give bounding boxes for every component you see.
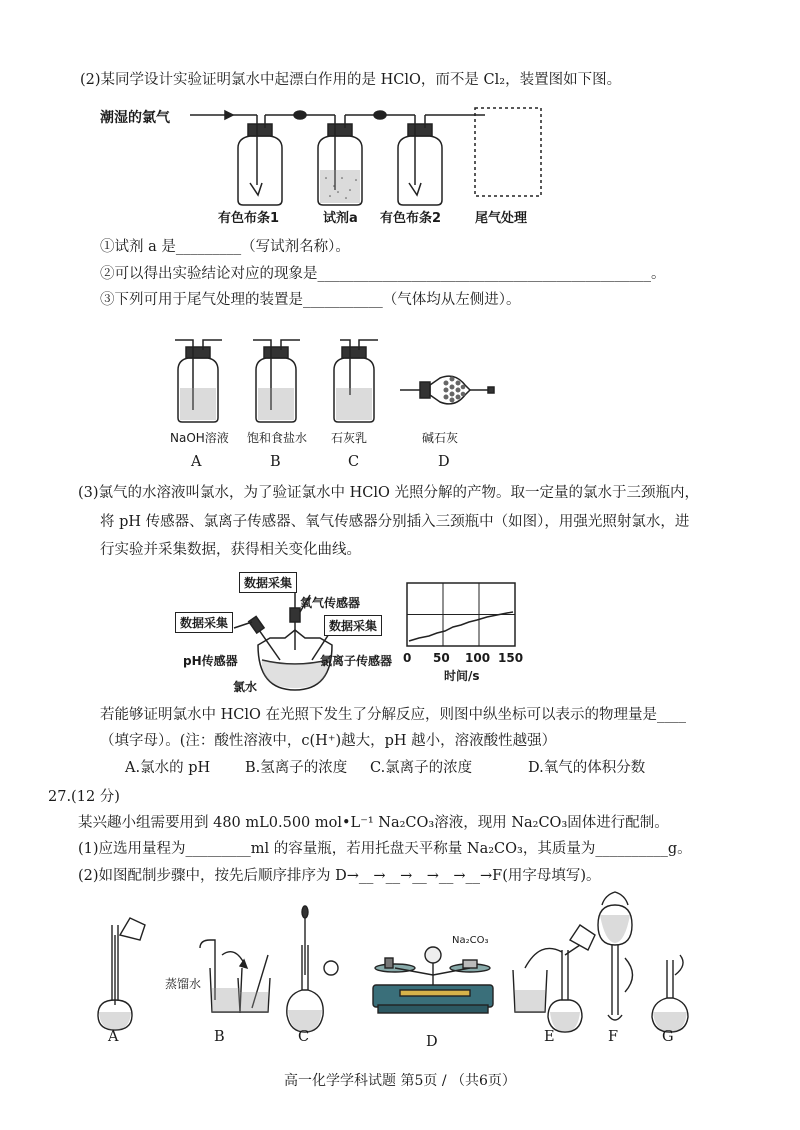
data-box-top: 数据采集 [239,572,297,593]
q27-sub2: (2)如图配制步骤中，按先后顺序排序为 D→__→__→__→__→__→F(用字母填写)。 [78,868,601,884]
choice-c: C.氯离子的浓度 [370,760,473,776]
q3-stem-2: 将 pH 传感器、氯离子传感器、氧气传感器分别插入三颈瓶中（如图），用强光照射氯水，进 [100,514,690,530]
label-tail-gas: 尾气处理 [475,211,528,226]
q2-sub1: ①试剂 a 是_________（写试剂名称）。 [100,239,350,255]
option-a-name: NaOH溶液 [170,431,229,445]
option-c-letter: C [348,454,360,470]
distilled-water-label: 蒸馏水 [165,977,202,991]
option-d-name: 碱石灰 [422,431,459,445]
q2-stem: (2)某同学设计实验证明氯水中起漂白作用的是 HClO，而不是 Cl₂，装置图如下图。 [80,72,622,88]
option-c-name: 石灰乳 [331,431,368,445]
q2-sub3: ③下列可用于尾气处理的装置是___________（气体均从左侧进）。 [100,292,521,308]
step-c: C [298,1029,310,1045]
q27-sub1: (1)应选用量程为_________ml 的容量瓶，若用托盘天平称量 Na₂CO₃，其质量为__________g。 [78,841,692,857]
step-e: E [544,1029,555,1045]
page-footer: 高一化学学科试题 第5页 / （共6页） [284,1073,516,1089]
step-b: B [214,1029,225,1045]
q3-stem-3: 行实验并采集数据，获得相关变化曲线。 [100,542,361,558]
x-axis-label: 时间/s [444,669,480,683]
option-b-letter: B [270,454,281,470]
q3-ask-1: 若能够证明氯水中 HClO 在光照下发生了分解反应，则图中纵坐标可以表示的物理量是____ [100,707,686,723]
q27-heading: 27.(12 分) [48,789,120,805]
option-a-letter: A [191,454,202,470]
step-d: D [426,1034,438,1050]
choice-d: D.氧气的体积分数 [528,760,646,776]
solution-label: 氯水 [233,680,258,694]
o2-sensor-label: 氧气传感器 [300,596,361,610]
x-tick-0: 0 [403,651,412,665]
x-tick-100: 100 [465,651,491,665]
x-tick-50: 50 [433,651,450,665]
option-d-letter: D [438,454,450,470]
data-box-right: 数据采集 [324,615,382,636]
option-b-name: 饱和食盐水 [247,431,308,445]
choice-b: B.氢离子的浓度 [245,760,348,776]
label-cloth-1: 有色布条1 [218,211,280,226]
step-g: G [662,1029,674,1045]
q2-sub2: ②可以得出实验结论对应的现象是______________________________________________。 [100,266,666,282]
label-reagent-a: 试剂a [323,211,358,226]
q3-stem-1: (3)氯气的水溶液叫氯水，为了验证氯水中 HClO 光照分解的产物。取一定量的氯水于三颈瓶内， [78,485,700,501]
choice-a: A.氯水的 pH [125,760,211,776]
na2co3-label: Na₂CO₃ [452,935,489,946]
data-box-left: 数据采集 [175,612,233,633]
q27-stem: 某兴趣小组需要用到 480 mL0.500 mol•L⁻¹ Na₂CO₃溶液，现用 Na₂CO₃固体进行配制。 [78,815,669,831]
step-a: A [108,1029,119,1045]
inlet-label: 潮湿的氯气 [100,110,170,126]
x-tick-150: 150 [498,651,524,665]
step-f: F [608,1029,619,1045]
cl-sensor-label: 氯离子传感器 [320,654,393,668]
label-cloth-2: 有色布条2 [380,211,442,226]
ph-sensor-label: pH传感器 [183,654,238,668]
q3-ask-2: （填字母）。(注：酸性溶液中，c(H⁺)越大，pH 越小，溶液酸性越强） [100,733,557,749]
